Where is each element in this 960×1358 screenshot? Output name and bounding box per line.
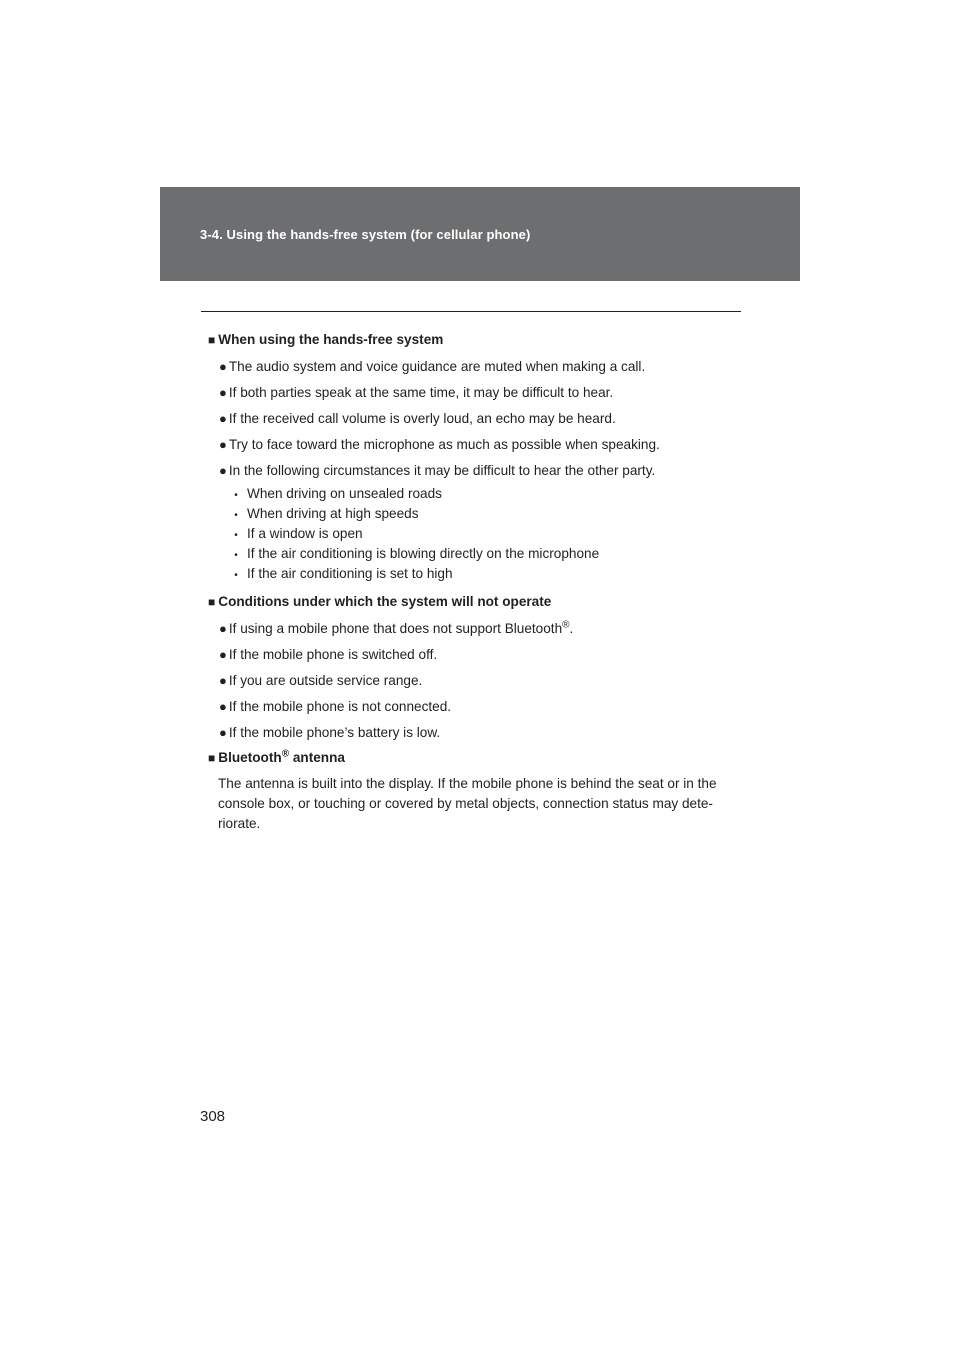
sub-list-item: • If the air conditioning is blowing directly on the microphone xyxy=(225,544,748,564)
list-item: ● The audio system and voice guidance are muted when making a call. xyxy=(219,359,646,374)
bullet-dot-icon: ● xyxy=(219,621,227,636)
list-item: ● If using a mobile phone that does not support Bluetooth®. xyxy=(219,619,574,636)
sub-list-item: • If the air conditioning is set to high xyxy=(225,564,748,584)
bullet-dot-icon: ● xyxy=(219,411,227,426)
bullet-dot-icon: ● xyxy=(219,647,227,662)
list-item: ● If the mobile phone is not connected. xyxy=(219,699,452,714)
small-dot-icon: • xyxy=(234,570,238,581)
list-item: ● If both parties speak at the same time, it may be difficult to hear. xyxy=(219,385,614,400)
square-bullet-icon: ■ xyxy=(208,333,216,347)
list-item: ● Try to face toward the microphone as much as possible when speaking. xyxy=(219,437,660,452)
section-heading-antenna: ■ Bluetooth® antenna xyxy=(208,748,345,765)
page-number: 308 xyxy=(200,1108,226,1125)
list-item: ● If the received call volume is overly loud, an echo may be heard. xyxy=(219,411,616,426)
bullet-dot-icon: ● xyxy=(219,385,227,400)
list-item: ● If the mobile phone is switched off. xyxy=(219,647,438,662)
small-dot-icon: • xyxy=(234,550,238,561)
page-content xyxy=(208,328,748,834)
antenna-paragraph: The antenna is built into the display. If the mobile phone is behind the seat or in the console box, or touching or covered by metal objects, connection status may dete-riorate. xyxy=(218,776,717,831)
bullet-dot-icon: ● xyxy=(219,699,227,714)
section-heading-hands-free: ■ When using the hands-free system xyxy=(208,332,444,347)
list-item: ● In the following circumstances it may be difficult to hear the other party. xyxy=(219,463,656,478)
small-dot-icon: • xyxy=(234,510,238,521)
square-bullet-icon: ■ xyxy=(208,751,216,765)
small-dot-icon: • xyxy=(234,530,238,541)
registered-mark: ® xyxy=(562,619,570,631)
sub-list-item: • When driving at high speeds xyxy=(225,504,748,524)
chapter-header-band xyxy=(160,187,800,281)
sub-list xyxy=(225,484,748,584)
bullet-dot-icon: ● xyxy=(219,463,227,478)
section-heading-not-operate: ■ Conditions under which the system will not operate xyxy=(208,594,552,609)
sub-list-item: • When driving on unsealed roads xyxy=(225,484,748,504)
small-dot-icon: • xyxy=(234,490,238,501)
sub-list-item: • If a window is open xyxy=(225,524,748,544)
section-divider xyxy=(201,311,741,312)
bullet-dot-icon: ● xyxy=(219,673,227,688)
chapter-title: 3-4. Using the hands-free system (for cellular phone) xyxy=(200,227,531,242)
bullet-dot-icon: ● xyxy=(219,725,227,740)
square-bullet-icon: ■ xyxy=(208,595,216,609)
list-item: ● If the mobile phone’s battery is low. xyxy=(219,725,441,740)
list-item: ● If you are outside service range. xyxy=(219,673,423,688)
registered-mark: ® xyxy=(281,748,290,760)
bullet-dot-icon: ● xyxy=(219,359,227,374)
bullet-dot-icon: ● xyxy=(219,437,227,452)
